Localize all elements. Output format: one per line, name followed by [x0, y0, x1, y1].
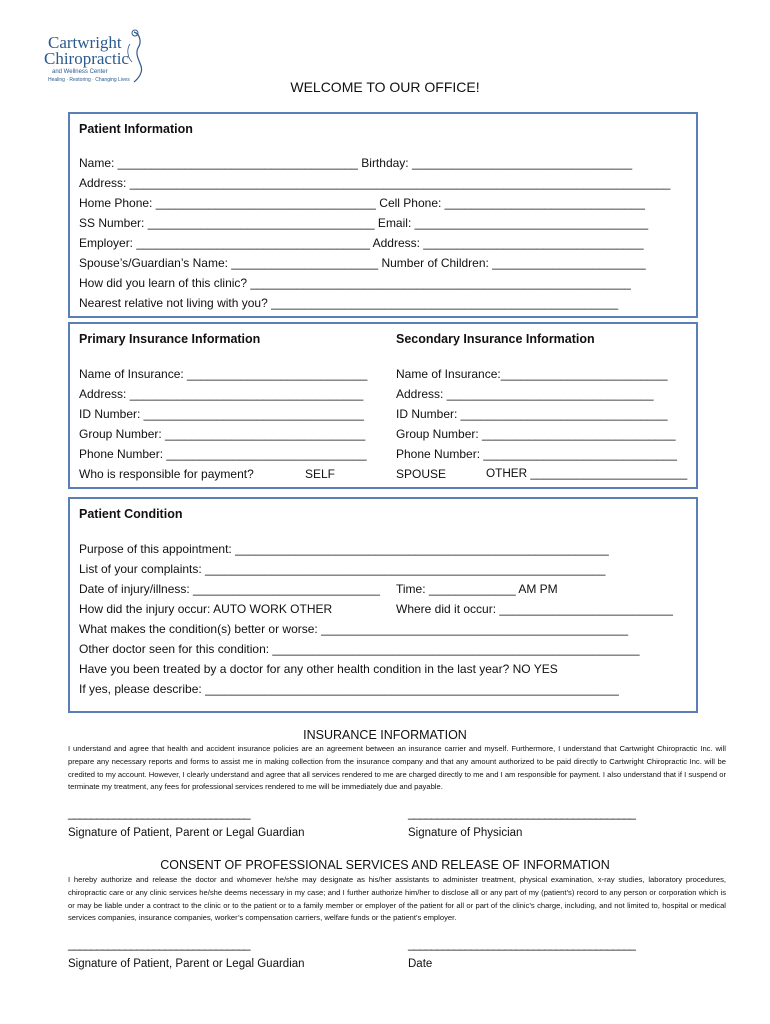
page-title: WELCOME TO OUR OFFICE!	[290, 79, 480, 95]
prior-treatment-description-field[interactable]: If yes, please describe: ______________________________________________________________	[79, 682, 619, 696]
logo-line-3: and Wellness Center	[52, 69, 108, 75]
payment-responsibility-label: Who is responsible for payment?	[79, 467, 254, 481]
ss-email-field[interactable]: SS Number: __________________________________ Email: ___________________________________	[79, 216, 649, 230]
consent-heading: CONSENT OF PROFESSIONAL SERVICES AND RELEASE OF INFORMATION	[160, 858, 610, 872]
secondary-insurance-phone-field[interactable]: Phone Number: _____________________________	[396, 447, 677, 461]
date-signature-line[interactable]: ________________________________________	[408, 937, 635, 951]
nearest-relative-field[interactable]: Nearest relative not living with you? ____________________________________________________	[79, 296, 619, 310]
insurance-section	[68, 322, 698, 489]
payment-self-option[interactable]: SELF	[305, 467, 336, 481]
secondary-insurance-group-field[interactable]: Group Number: _____________________________	[396, 427, 676, 441]
patient-information-heading: Patient Information	[79, 122, 193, 136]
consent-text: I hereby authorize and release the doctor and whomever he/she may designate as his/her assistants to administer treatment, physical examination, x-ray studies, laboratory procedures, chiropractic care or any clinic services he/she deems necessary in my case; and I further authorize him/her to disclose all or any part of my (patient’s) record to any person or corporation which is or may be liable under a contract to the clinic or to the patient or to a family member or employer of the patient for all or part of the clinic’s charge, including, and not limited to, hospital or medical services companies, insurance companies, worker’s compensation carriers, welfare funds or the patient’s employer.	[68, 875, 726, 923]
payment-other-option[interactable]: OTHER ________________________	[486, 467, 688, 480]
secondary-insurance-address-field[interactable]: Address: _______________________________	[396, 387, 654, 401]
injury-date-field[interactable]: Date of injury/illness: ____________________________	[79, 582, 380, 596]
patient-signature-line-1[interactable]: ________________________________	[68, 806, 250, 820]
address-field[interactable]: Address: _________________________________________________________________________________	[79, 176, 671, 190]
name-birthday-field[interactable]: Name: ____________________________________ Birthday: _________________________________	[79, 156, 633, 170]
primary-insurance-heading: Primary Insurance Information	[79, 332, 261, 346]
prior-treatment-options[interactable]: Have you been treated by a doctor for any other health condition in the last year? NO YES	[79, 662, 558, 676]
date-label: Date	[408, 958, 433, 970]
physician-signature-label: Signature of Physician	[408, 827, 523, 839]
other-doctor-field[interactable]: Other doctor seen for this condition: _______________________________________________________	[79, 642, 640, 656]
primary-insurance-id-field[interactable]: ID Number: _________________________________	[79, 407, 364, 421]
patient-signature-line-2[interactable]: ________________________________	[68, 937, 250, 951]
primary-insurance-name-field[interactable]: Name of Insurance: ___________________________	[79, 367, 368, 381]
injury-location-field[interactable]: Where did it occur: __________________________	[396, 602, 673, 616]
injury-time-field[interactable]: Time: _____________ AM PM	[396, 582, 558, 596]
complaints-field[interactable]: List of your complaints: ____________________________________________________________	[79, 562, 606, 576]
primary-insurance-address-field[interactable]: Address: ___________________________________	[79, 387, 364, 401]
logo-line-1: Cartwright	[48, 33, 122, 52]
primary-insurance-group-field[interactable]: Group Number: ______________________________	[79, 427, 366, 441]
referral-field[interactable]: How did you learn of this clinic? _________________________________________________________	[79, 276, 631, 290]
patient-signature-label-1: Signature of Patient, Parent or Legal Guardian	[68, 827, 305, 839]
logo-line-2: Chiropractic	[44, 49, 129, 68]
condition-factors-field[interactable]: What makes the condition(s) better or worse: ______________________________________________	[79, 622, 629, 636]
insurance-information-heading: INSURANCE INFORMATION	[303, 728, 467, 742]
spouse-children-field[interactable]: Spouse’s/Guardian’s Name: ______________________ Number of Children: _______________________	[79, 256, 646, 270]
spine-figure-icon	[120, 28, 150, 84]
patient-condition-heading: Patient Condition	[79, 507, 183, 521]
insurance-information-text: I understand and agree that health and accident insurance policies are an agreement between an insurance carrier and myself. Furthermore, I understand that Cartwright Chiropractic Inc. will prepare any necessary reports and forms to assist me in making collection from the insurance company and that any amount authorized to be paid directly to Cartwright Chiropractic Inc. will be credited to my account. However, I clearly understand and agree that all services rendered to me are charged directly to me and I am responsible for payment. I also understand that if I suspend or terminate my treatment, any fees for professional services rendered to me will be immediately due and payable.	[68, 744, 726, 792]
injury-cause-options[interactable]: How did the injury occur: AUTO WORK OTHER	[79, 602, 333, 616]
patient-signature-label-2: Signature of Patient, Parent or Legal Guardian	[68, 958, 305, 970]
secondary-insurance-name-field[interactable]: Name of Insurance:_________________________	[396, 367, 668, 381]
primary-insurance-phone-field[interactable]: Phone Number: ______________________________	[79, 447, 367, 461]
physician-signature-line[interactable]: ________________________________________	[408, 806, 635, 820]
secondary-insurance-id-field[interactable]: ID Number: _______________________________	[396, 407, 668, 421]
employer-field[interactable]: Employer: ___________________________________ Address: _________________________________	[79, 236, 644, 250]
clinic-logo	[44, 28, 154, 86]
phone-field[interactable]: Home Phone: _________________________________ Cell Phone: ______________________________	[79, 196, 645, 210]
appointment-purpose-field[interactable]: Purpose of this appointment: ________________________________________________________	[79, 542, 609, 556]
secondary-insurance-heading: Secondary Insurance Information	[396, 332, 595, 346]
logo-tagline: Healing · Restoring · Changing Lives	[48, 77, 130, 83]
payment-spouse-option[interactable]: SPOUSE	[396, 467, 447, 481]
